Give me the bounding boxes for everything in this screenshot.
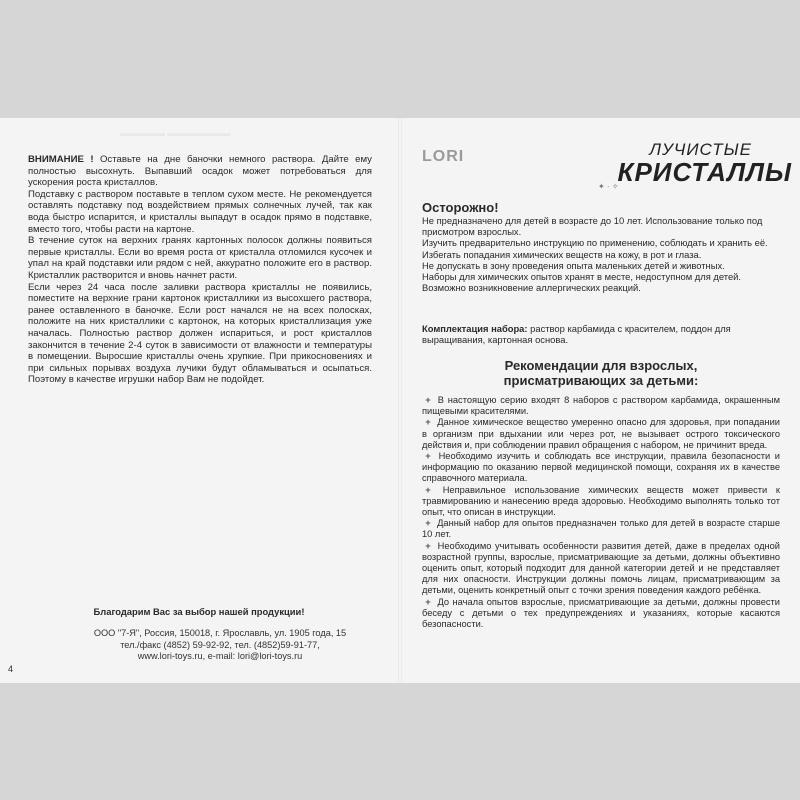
kit-contents (422, 323, 778, 345)
plus-icon: + (425, 417, 431, 428)
paragraph-1-text: Оставьте на дне баночки немного раствора. Дайте ему полностью высохнуть. Выпавший осадок может потребоваться для ускорения роста кристаллов. (28, 154, 372, 189)
kit-text: раствор карбамида с красителем, поддон для выращивания, картонная основа. (422, 323, 731, 346)
paragraph-4: Если через 24 часа после заливки раствора кристаллы не появились, поместите на верхние грани картонок кристаллики из высохшего раствора, ранее оставленного в баночке. Если рост начался не на всех полосках, положите на них кристаллики с картонок, на которых кристаллизация уже началась. Полностью раствор должен испариться, и рост кристаллов закончится в течение 2-4 суток в зависимости от влажности и температуры в помещении. Выросшие кристаллы очень хрупкие. При прикосновениях и при сильных порывах воздуха лучики будут обламываться и осыпаться. Поэтому в качестве игрушки набор Вам не подойдет. (28, 281, 372, 386)
warning-line: Наборы для химических опытов хранят в месте, недоступном для детей. (422, 271, 741, 283)
list-item (422, 395, 780, 417)
reco-title-line-2: присматривающих за детьми: (503, 373, 699, 388)
right-page (402, 118, 800, 683)
warning-line: Не предназначено для детей в возрасте до 10 лет. Использование только под присмотром взрослых. (422, 215, 763, 238)
warning-line: Изучить предварительно инструкцию по применению, соблюдать и хранить её. (422, 237, 768, 249)
reco-title-line-1: Рекомендации для взрослых, (504, 358, 698, 373)
paragraph-3: В течение суток на верхних гранях картонных полосок должны появиться первые кристаллы. Если во время роста от кристалла отломился кусочек и упал на край подставки или рядом с ней, аккуратно положите его в раствор. Кристаллик растворится и вновь начнет расти. (28, 235, 372, 281)
list-item-text: Неправильное использование химических веществ может привести к травмированию и нанесению вреда здоровью. Необходимо выполнять только тот опыт, что описан в инструкции. (422, 484, 780, 518)
plus-icon: + (425, 395, 431, 405)
plus-icon: + (425, 484, 431, 495)
list-item-text: Необходимо учитывать особенности развития детей, даже в пределах одной возрастной группы, взрослые, присматривающие за детьми, должны объективно оценить опыт, который подходит для данной категории детей и не представляет для них опасности. Инструкции должны помочь лицам, присматривающим за детьми, оценить конкретный опыт с точки зрения поведения каждого ребёнка. (422, 540, 780, 596)
list-item (422, 451, 780, 485)
instructions-text (28, 154, 372, 386)
kit-label: Комплектация набора: (422, 323, 528, 334)
paragraph-1 (28, 154, 372, 189)
brand-logo: LORI (422, 148, 465, 165)
list-item-text: Данное химическое вещество умеренно опасно для здоровья, при попадании в организм при вдыхании или через рот, не вызывает острого токсического действия и, при соблюдении правил обращения с набором, не причинит вреда. (422, 417, 781, 450)
warning-list (422, 215, 778, 293)
contacts-block (70, 628, 370, 663)
list-item (422, 597, 780, 631)
list-item-text: В настоящую серию входят 8 наборов с раствором карбамида, окрашенным пищевыми красителями. (422, 395, 781, 417)
warning-title: Осторожно! (422, 200, 499, 215)
page-number: 4 (8, 664, 14, 674)
plus-icon: + (425, 540, 431, 551)
title-line-2: КРИСТАЛЛЫ (617, 157, 792, 187)
plus-icon: + (425, 596, 431, 607)
title-line-1: ЛУЧИСТЫЕ (649, 140, 752, 159)
contacts-address: ООО "7-Я", Россия, 150018, г. Ярославль, ул. 1905 года, 15 (93, 628, 347, 638)
sparkle-icon: ✦ · ✧ (598, 182, 619, 191)
booklet-spread (0, 118, 800, 683)
contacts-web: www.lori-toys.ru, e-mail: lori@lori-toys.ru (137, 651, 303, 662)
recommendations-title (402, 358, 800, 388)
warning-line: Возможно возникновение аллергических реакций. (422, 282, 641, 294)
list-item (422, 417, 780, 451)
warning-line: Избегать попадания химических веществ на кожу, в рот и глаза. (422, 248, 702, 260)
paragraph-2: Подставку с раствором поставьте в теплом сухом месте. Не рекомендуется оставлять подставку под воздействием прямых солнечных лучей, так как вода быстро испарится, и кристаллы выпадут в осадок прямо в подставке, вместо того, чтобы расти на картоне. (28, 188, 372, 235)
product-title (602, 140, 792, 187)
recommendations-list (422, 395, 780, 630)
list-item (422, 518, 780, 540)
attention-label: ВНИМАНИЕ ! (28, 154, 94, 165)
contacts-phones: тел./факс (4852) 59-92-92, тел. (4852)59-91-77, (120, 639, 320, 650)
plus-icon: + (425, 518, 431, 529)
warning-line: Не допускать в зону проведения опыта маленьких детей и животных. (422, 259, 725, 271)
thanks-line: Благодарим Вас за выбор нашей продукции! (93, 606, 305, 617)
list-item (422, 485, 780, 519)
plus-icon: + (425, 451, 431, 462)
list-item-text: Необходимо изучить и соблюдать все инструкции, правила безопасности и информацию по оказанию первой медицинской помощи, сохраняя их в качестве справочного материала. (422, 451, 780, 484)
left-page (0, 118, 398, 683)
list-item-text: До начала опытов взрослые, присматривающие за детьми, должны провести беседу с детьми о тех предупреждениях и указаниях, которые касаются безопасности. (422, 596, 780, 630)
bleed-through-text: ▬▬▬▬▬ ▬▬▬▬▬▬▬ (120, 128, 231, 138)
list-item-text: Данный набор для опытов предназначен только для детей в возрасте старше 10 лет. (422, 518, 780, 540)
list-item (422, 541, 780, 597)
